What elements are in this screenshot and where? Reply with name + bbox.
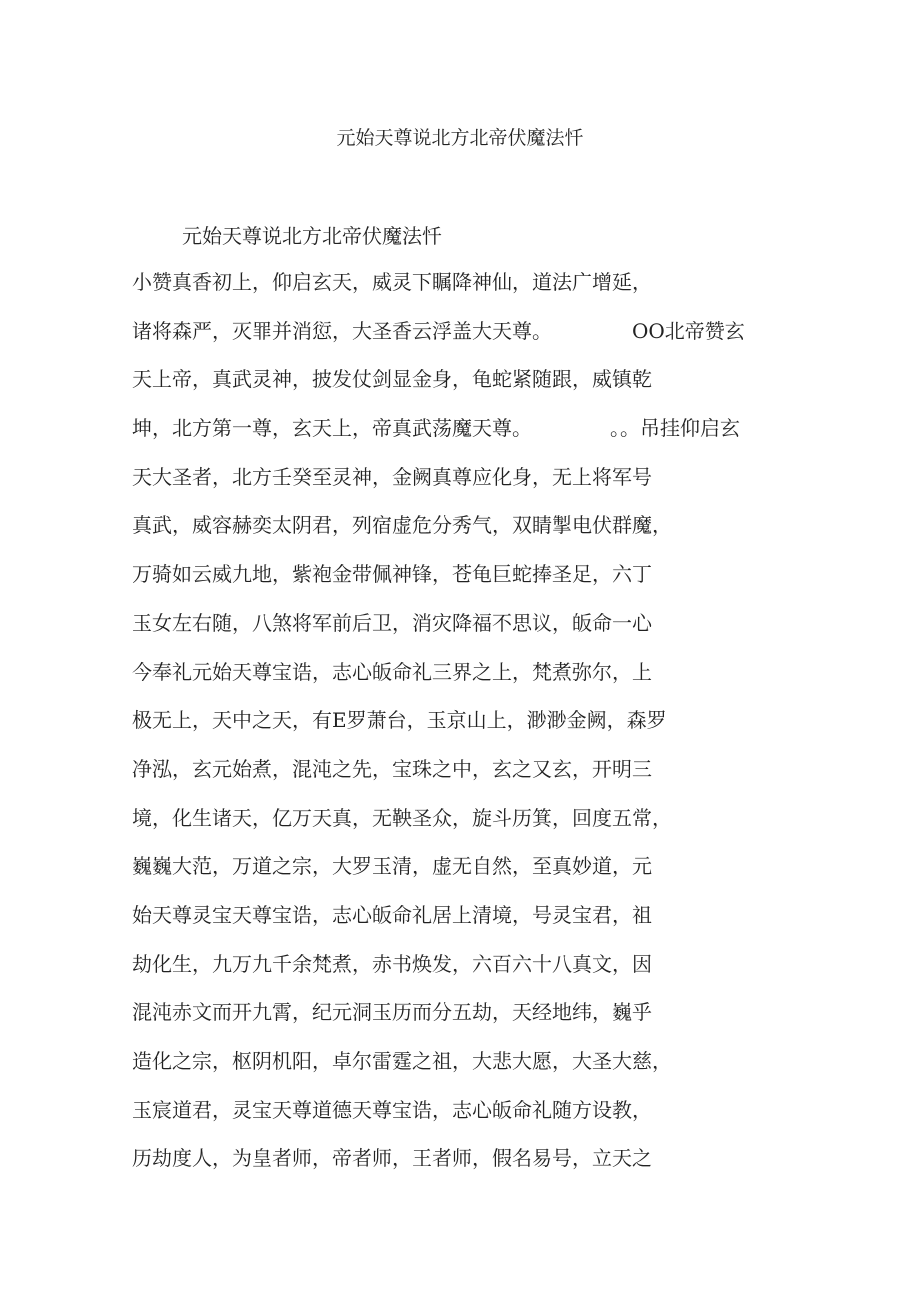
text-line-content: 坤，北方第一尊，玄天上，帝真武荡魔天尊。 bbox=[132, 416, 532, 441]
text-line bbox=[132, 657, 772, 706]
text-line-tail: OO北帝赞玄 bbox=[632, 318, 745, 343]
text-line bbox=[132, 705, 772, 754]
text-line-content: 玉女左右随，八煞将军前后卫，消灾降福不思议，皈命一心 bbox=[132, 610, 652, 635]
text-line-content: 极无上，天中之天，有E罗萧台，玉京山上，渺渺金阙，森罗 bbox=[132, 708, 667, 733]
text-line bbox=[132, 462, 772, 511]
text-line bbox=[132, 608, 772, 657]
text-line-content: 今奉礼元始天尊宝诰，志心皈命礼三界之上，梵煮弥尔，上 bbox=[132, 659, 652, 684]
section-heading: 元始天尊说北方北帝伏魔法忏 bbox=[182, 224, 442, 248]
text-line-content: 混沌赤文而开九霄，纪元洞玉历而分五劫，天经地纬，巍乎 bbox=[132, 1000, 652, 1025]
text-line bbox=[132, 1143, 772, 1192]
text-line-content: 巍巍大范，万道之宗，大罗玉清，虚无自然，至真妙道，元 bbox=[132, 854, 652, 879]
text-line-content: 诸将森严，灭罪并消愆，大圣香云浮盖大天尊。 bbox=[132, 318, 552, 343]
text-line bbox=[132, 803, 772, 852]
text-line-content: 净泓，玄元始煮，混沌之先，宝珠之中，玄之又玄，开明三 bbox=[132, 756, 652, 781]
text-line-content: 天上帝，真武灵神，披发仗剑显金身，龟蛇紧随跟，威镇乾 bbox=[132, 367, 652, 392]
text-line bbox=[132, 997, 772, 1046]
text-line-content: 历劫度人，为皇者师，帝者师，王者师，假名易号，立天之 bbox=[132, 1146, 652, 1171]
text-line-content: 天大圣者，北方壬癸至灵神，金阙真尊应化身，无上将军号 bbox=[132, 464, 652, 489]
text-line bbox=[132, 413, 772, 462]
text-line bbox=[132, 900, 772, 949]
text-line-content: 小赞真香初上，仰启玄天，威灵下瞩降神仙，道法广增延， bbox=[132, 270, 652, 294]
text-line-content: 造化之宗，枢阴机阳，卓尔雷霆之祖，大悲大愿，大圣大慈， bbox=[132, 1049, 672, 1073]
text-line bbox=[132, 1046, 772, 1095]
text-line-content: 真武，威容赫奕太阴君，列宿虚危分秀气，双睛掣电伏群魔， bbox=[132, 513, 672, 538]
text-line bbox=[132, 510, 772, 559]
text-line bbox=[132, 364, 772, 413]
text-line-content: 玉宸道君，灵宝天尊道德天尊宝诰，志心皈命礼随方设教， bbox=[132, 1097, 652, 1122]
text-line bbox=[132, 559, 772, 608]
text-line bbox=[132, 267, 772, 316]
text-line bbox=[132, 1095, 772, 1144]
text-line bbox=[132, 316, 772, 365]
text-line-content: 境，化生诸天，亿万天真，无鞅圣众，旋斗历箕，回度五常， bbox=[132, 805, 672, 830]
text-line bbox=[132, 754, 772, 803]
text-line-content: 始天尊灵宝天尊宝诰，志心皈命礼居上清境，号灵宝君，祖 bbox=[132, 902, 652, 927]
page-title: 元始天尊说北方北帝伏魔法忏 bbox=[336, 127, 584, 149]
text-line bbox=[132, 949, 772, 998]
body-text bbox=[132, 267, 772, 1192]
text-line-content: 劫化生，九万九千余梵煮，赤书焕发，六百六十八真文，因 bbox=[132, 951, 652, 976]
text-line bbox=[132, 851, 772, 900]
text-line-tail: 。。吊挂仰启玄 bbox=[610, 416, 740, 441]
text-line-content: 万骑如云威九地，紫袍金带佩神锋，苍龟巨蛇捧圣足，六丁 bbox=[132, 562, 652, 587]
